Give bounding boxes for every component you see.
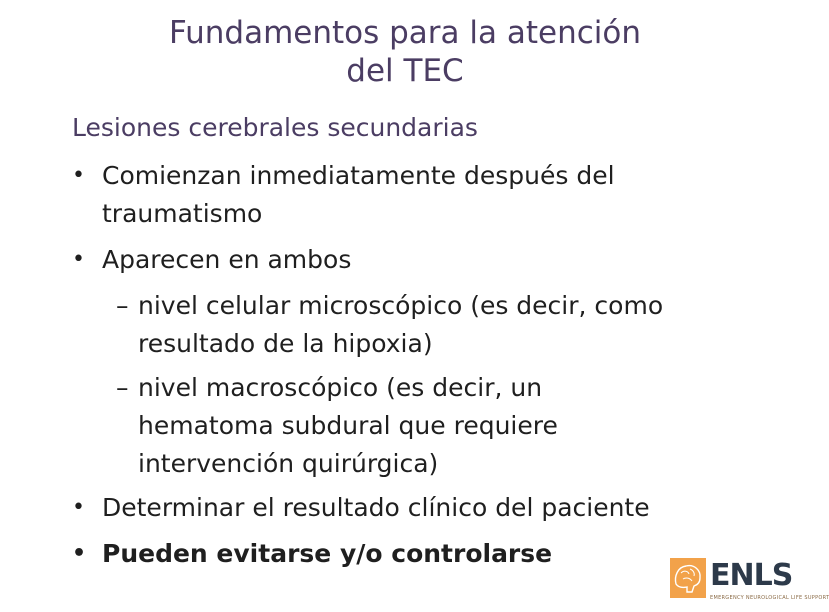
sub-bullet-1-line-2: resultado de la hipoxia) xyxy=(138,329,433,358)
sub-bullet-1-line-1: nivel celular microscópico (es decir, como xyxy=(138,291,664,320)
bullet-marker: • xyxy=(72,541,87,566)
slide-title-line-1: Fundamentos para la atención xyxy=(168,15,642,51)
bullet-marker: • xyxy=(72,495,85,520)
bullet-1-line-2: traumatismo xyxy=(102,199,263,228)
slide-title-line-2: del TEC xyxy=(346,53,464,89)
sub-bullet-marker: – xyxy=(116,291,129,320)
bullet-marker: • xyxy=(72,163,85,188)
bullet-1-line-1: Comienzan inmediatamente después del xyxy=(102,161,615,190)
bullet-2-text: Aparecen en ambos xyxy=(102,245,352,274)
brain-icon xyxy=(670,558,706,598)
bullet-4-text: Pueden evitarse y/o controlarse xyxy=(102,539,553,568)
logo-wordmark: ENLS xyxy=(710,558,793,593)
bullet-marker: • xyxy=(72,247,85,272)
enls-logo xyxy=(670,558,829,606)
sub-bullet-2-line-3: intervención quirúrgica) xyxy=(138,449,439,478)
sub-bullet-2-line-1: nivel macroscópico (es decir, un xyxy=(138,373,543,402)
sub-bullet-2-line-2: hematoma subdural que requiere xyxy=(138,411,558,440)
sub-bullet-marker: – xyxy=(116,373,129,402)
slide-title xyxy=(60,14,750,90)
section-heading: Lesiones cerebrales secundarias xyxy=(72,113,478,142)
logo-tagline: EMERGENCY NEUROLOGICAL LIFE SUPPORT xyxy=(710,595,829,601)
bullet-3-text: Determinar el resultado clínico del paciente xyxy=(102,493,650,522)
